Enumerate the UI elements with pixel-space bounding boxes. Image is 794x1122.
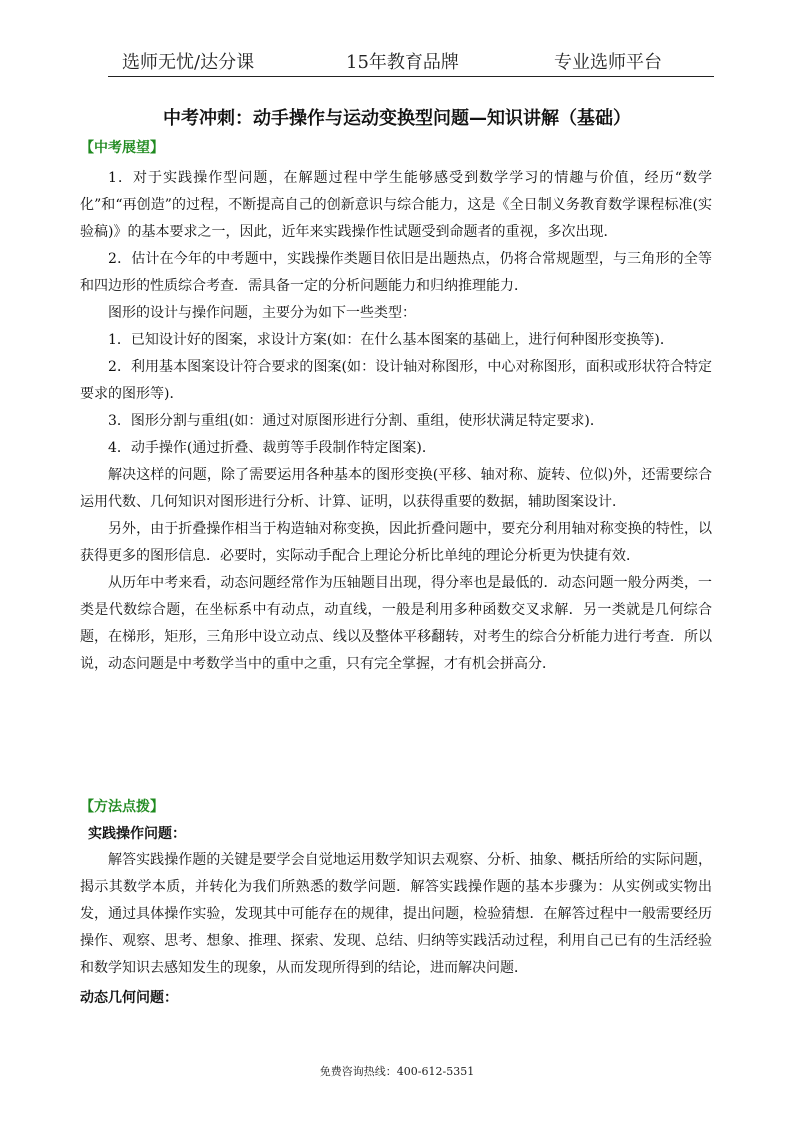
paragraph: 2．估计在今年的中考题中，实践操作类题目依旧是出题热点，仍将合常规题型，与三角形的全等和四边形的性质综合考查．需具备一定的分析问题能力和归纳推理能力．: [80, 251, 712, 294]
outlook-content: [80, 165, 712, 678]
paragraph: 1．已知设计好的图案，求设计方案(如：在什么基本图案的基础上，进行何种图形变换等)．: [108, 332, 674, 348]
paragraph: 4．动手操作(通过折叠、裁剪等手段制作特定图案)．: [108, 440, 436, 456]
page-header: [108, 46, 714, 77]
section-tag-outlook: 【中考展望】: [80, 140, 164, 156]
paragraph: 从历年中考来看，动态问题经常作为压轴题目出现，得分率也是最低的．动态问题一般分两类，一类是代数综合题，在坐标系中有动点，动直线，一般是利用多种函数交叉求解．另一类就是几何综合题，在梯形，矩形，三角形中设立动点、线以及整体平移翻转，对考生的综合分析能力进行考查．所以说，动态问题是中考数学当中的重中之重，只有完全掌握，才有机会拼高分．: [80, 575, 712, 672]
paragraph: 3．图形分割与重组(如：通过对原图形进行分割、重组，使形状满足特定要求)．: [108, 413, 604, 429]
header-brand: 选师无忧/达分课: [122, 52, 255, 73]
subhead-practice: 实践操作问题：: [88, 826, 186, 842]
section-tag-method: 【方法点拨】: [80, 799, 164, 815]
page-footer: 免费咨询热线：400-612-5351: [319, 1065, 475, 1078]
paragraph: 2．利用基本图案设计符合要求的图案(如：设计轴对称图形，中心对称图形，面积或形状符合特定要求的图形等)．: [80, 359, 712, 402]
paragraph: 图形的设计与操作问题，主要分为如下一些类型：: [108, 305, 416, 321]
paragraph: 解决这样的问题，除了需要运用各种基本的图形变换(平移、轴对称、旋转、位似)外，还需要综合运用代数、几何知识对图形进行分析、计算、证明，以获得重要的数据，辅助图案设计．: [80, 467, 712, 510]
header-slogan: 15年教育品牌: [346, 52, 459, 73]
paragraph: 另外，由于折叠操作相当于构造轴对称变换，因此折叠问题中，要充分利用轴对称变换的特性，以获得更多的图形信息．必要时，实际动手配合上理论分析比单纯的理论分析更为快捷有效．: [80, 521, 712, 564]
subhead-dynamic: 动态几何问题：: [80, 990, 178, 1006]
method-content: [80, 847, 712, 982]
paragraph: 解答实践操作题的关键是要学会自觉地运用数学知识去观察、分析、抽象、概括所给的实际问题，揭示其数学本质，并转化为我们所熟悉的数学问题．解答实践操作题的基本步骤为：从实例或实物出发，通过具体操作实验，发现其中可能存在的规律，提出问题，检验猜想．在解答过程中一般需要经历操作、观察、思考、想象、推理、探索、发现、总结、归纳等实践活动过程，利用自己已有的生活经验和数学知识去感知发生的现象，从而发现所得到的结论，进而解决问题．: [80, 852, 712, 976]
paragraph: 1．对于实践操作型问题，在解题过程中学生能够感受到数学学习的情趣与价值，经历“数学化”和“再创造”的过程，不断提高自己的创新意识与综合能力，这是《全日制义务教育数学课程标准(实验稿)》的基本要求之一，因此，近年来实践操作性试题受到命题者的重视，多次出现．: [80, 170, 712, 240]
header-platform: 专业选师平台: [554, 52, 662, 73]
document-title: 中考冲刺：动手操作与运动变换型问题—知识讲解（基础）: [163, 108, 631, 129]
